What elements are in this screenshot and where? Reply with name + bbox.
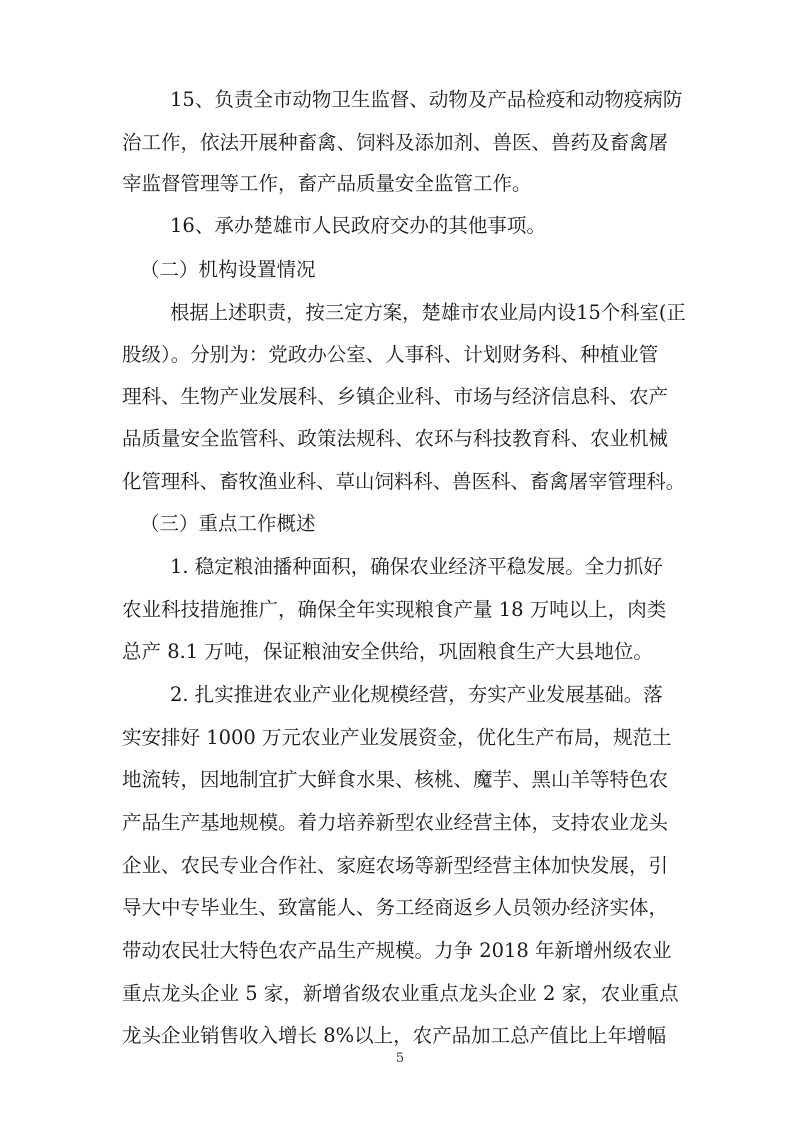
page-number: 5 [395, 1051, 405, 1066]
text-line: 15、负责全市动物卫生监督、动物及产品检疫和动物疫病防 [170, 88, 683, 111]
text-line: 16、承办楚雄市人民政府交办的其他事项。 [170, 214, 546, 237]
text-line: 治工作，依法开展种畜禽、饲料及添加剂、兽医、兽药及畜禽屠 [122, 131, 669, 154]
text-line: 企业、农民专业合作社、家庭农场等新型经营主体加快发展，引 [122, 854, 669, 877]
text-line: 理科、生物产业发展科、乡镇企业科、市场与经济信息科、农产 [122, 385, 669, 408]
section-heading: （二）机构设置情况 [140, 258, 316, 281]
text-line: 农业科技措施推广，确保全年实现粮食产量 18 万吨以上，肉类 [122, 598, 667, 621]
text-line: 股级）。分别为：党政办公室、人事科、计划财务科、种植业管 [122, 343, 659, 366]
text-line: 重点龙头企业 5 家，新增省级农业重点龙头企业 2 家，农业重点 [122, 982, 679, 1005]
text-line: 带动农民壮大特色农产品生产规模。力争 2018 年新增州级农业 [122, 939, 672, 962]
section-heading: （三）重点工作概述 [140, 512, 316, 535]
text-line: 2. 扎实推进农业产业化规模经营，夯实产业发展基础。落 [170, 683, 663, 706]
text-line: 产品生产基地规模。着力培养新型农业经营主体，支持农业龙头 [122, 811, 669, 834]
text-line: 实安排好 1000 万元农业产业发展资金，优化生产布局，规范土 [122, 726, 672, 749]
text-line: 宰监督管理等工作，畜产品质量安全监管工作。 [122, 172, 532, 195]
text-line: 地流转，因地制宜扩大鲜食水果、核桃、魔芋、黑山羊等特色农 [122, 768, 669, 791]
text-line: 总产 8.1 万吨，保证粮油安全供给，巩固粮食生产大县地位。 [122, 640, 653, 663]
text-line: 根据上述职责，按三定方案，楚雄市农业局内设15个科室(正 [170, 301, 686, 324]
text-line: 1. 稳定粮油播种面积，确保农业经济平稳发展。全力抓好 [170, 555, 663, 578]
text-line: 龙头企业销售收入增长 8%以上，农产品加工总产值比上年增幅 [122, 1024, 667, 1047]
text-line: 化管理科、畜牧渔业科、草山饲料科、兽医科、畜禽屠宰管理科。 [122, 470, 686, 493]
text-line: 导大中专毕业生、致富能人、务工经商返乡人员领办经济实体， [122, 896, 669, 919]
text-line: 品质量安全监管科、政策法规科、农环与科技教育科、农业机械 [122, 427, 669, 450]
